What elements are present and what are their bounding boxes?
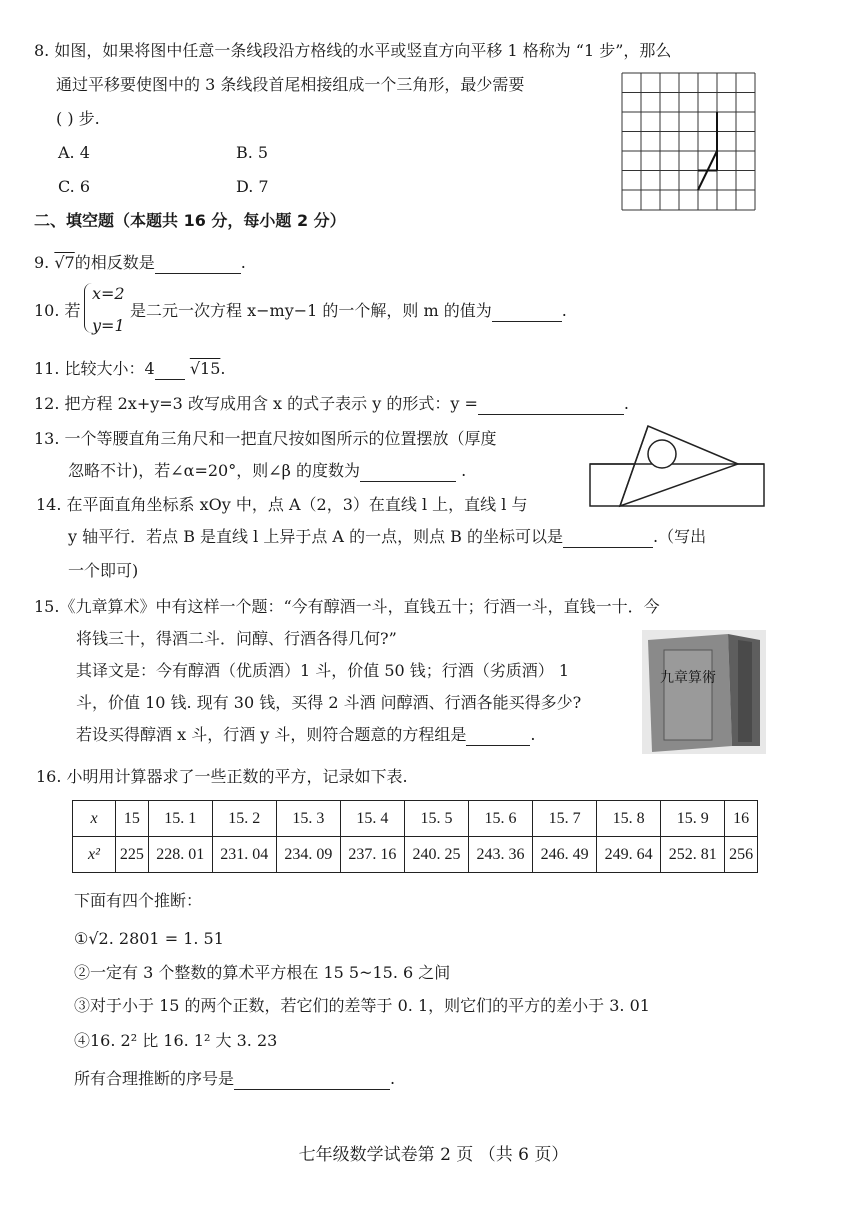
q16-statement-2: ②一定有 3 个整数的算术平方根在 15 5~15. 6 之间 bbox=[74, 963, 451, 982]
q9-text: 的相反数是 bbox=[74, 253, 155, 272]
table-cell: 15. 8 bbox=[597, 801, 661, 837]
q13-line2 bbox=[68, 460, 466, 482]
q10-body: 是二元一次方程 x−my−1 的一个解，则 m 的值为 bbox=[130, 301, 492, 320]
table-cell: 15. 3 bbox=[276, 801, 340, 837]
book-cover-text: 九章算術 bbox=[660, 670, 716, 686]
table-cell: 15 bbox=[116, 801, 149, 837]
table-cell: x² bbox=[73, 837, 116, 873]
q9 bbox=[34, 252, 246, 274]
q10-eq1: x=2 bbox=[92, 284, 125, 303]
q14-line2 bbox=[68, 526, 706, 548]
q15-line5 bbox=[76, 724, 536, 746]
q12 bbox=[34, 393, 629, 415]
q8-option-a: A. 4 bbox=[58, 143, 90, 162]
q15-line1: 15.《九章算术》中有这样一个题：“今有醇酒一斗，直钱五十；行酒一斗，直钱一十．今 bbox=[34, 597, 660, 616]
table-cell: 237. 16 bbox=[340, 837, 404, 873]
table-cell: 15. 7 bbox=[533, 801, 597, 837]
q16-end: . bbox=[390, 1069, 396, 1088]
table-cell: 15. 9 bbox=[661, 801, 725, 837]
q16-intro: 16. 小明用计算器求了一些正数的平方，记录如下表. bbox=[36, 767, 408, 786]
table-cell: 243. 36 bbox=[469, 837, 533, 873]
table-cell: 249. 64 bbox=[597, 837, 661, 873]
q10-end: . bbox=[561, 301, 567, 320]
q16-statement-3: ③对于小于 15 的两个正数，若它们的差等于 0. 1，则它们的平方的差小于 3. 01 bbox=[74, 996, 650, 1015]
q15-line2: 将钱三十，得酒二斗．问醇、行酒各得几何?” bbox=[76, 629, 397, 648]
table-cell: 252. 81 bbox=[661, 837, 725, 873]
table-cell: 246. 49 bbox=[533, 837, 597, 873]
q14-line1: 14. 在平面直角坐标系 xOy 中，点 A（2，3）在直线 l 上，直线 l 与 bbox=[36, 495, 528, 514]
q11 bbox=[34, 358, 225, 380]
q10-blank[interactable] bbox=[492, 303, 562, 322]
squares-table bbox=[72, 800, 758, 873]
q16-blank[interactable] bbox=[234, 1071, 390, 1090]
table-cell: 231. 04 bbox=[212, 837, 276, 873]
q9-end: . bbox=[240, 253, 246, 272]
book-photo bbox=[642, 630, 766, 754]
q16-lead: 下面有四个推断： bbox=[74, 891, 203, 910]
q16-final-text: 所有合理推断的序号是 bbox=[74, 1069, 235, 1088]
table-cell: 16 bbox=[725, 801, 758, 837]
q16-statement-1: ①√2. 2801 = 1. 51 bbox=[74, 929, 224, 948]
q14-line3: 一个即可) bbox=[68, 561, 139, 580]
q11-text: 11. 比较大小：4 bbox=[34, 359, 155, 378]
table-cell: 234. 09 bbox=[276, 837, 340, 873]
q12-blank[interactable] bbox=[478, 396, 624, 415]
table-cell: 228. 01 bbox=[148, 837, 212, 873]
table-row bbox=[73, 837, 758, 873]
q8-option-d: D. 7 bbox=[236, 177, 269, 196]
q9-blank[interactable] bbox=[155, 255, 241, 274]
q8-option-b: B. 5 bbox=[236, 143, 269, 162]
q15-line4: 斗，价值 10 钱. 现有 30 钱，买得 2 斗酒 问醇酒、行酒各能买得多少? bbox=[76, 693, 582, 712]
q10-number: 10. 若 bbox=[34, 301, 81, 320]
q8-line3: ( ) 步. bbox=[56, 109, 100, 128]
table-cell: x bbox=[73, 801, 116, 837]
q15-blank[interactable] bbox=[466, 727, 530, 746]
table-cell: 225 bbox=[116, 837, 149, 873]
q15-end: . bbox=[530, 725, 536, 744]
q12-end: . bbox=[623, 394, 629, 413]
q15-text: 若设买得醇酒 x 斗，行酒 y 斗，则符合题意的方程组是 bbox=[76, 725, 467, 744]
grid-figure bbox=[621, 72, 757, 212]
q13-blank[interactable] bbox=[360, 463, 456, 482]
q9-radical: √7 bbox=[54, 253, 75, 272]
q11-blank[interactable] bbox=[155, 361, 185, 380]
q12-text: 12. 把方程 2x+y=3 改写成用含 x 的式子表示 y 的形式：y = bbox=[34, 394, 478, 413]
q13-text: 忽略不计)，若∠α=20°，则∠β 的度数为 bbox=[68, 461, 360, 480]
q15-line3: 其译文是：今有醇酒（优质酒）1 斗，价值 50 钱；行酒（劣质酒） 1 bbox=[76, 661, 570, 680]
q16-final bbox=[74, 1068, 395, 1090]
q9-number: 9. bbox=[34, 253, 55, 272]
q16-statement-4: ④16. 2² 比 16. 1² 大 3. 23 bbox=[74, 1031, 278, 1050]
table-cell: 15. 1 bbox=[148, 801, 212, 837]
section-title: 二、填空题（本题共 16 分，每小题 2 分） bbox=[34, 211, 346, 230]
table-cell: 256 bbox=[725, 837, 758, 873]
q14-text: y 轴平行．若点 B 是直线 l 上异于点 A 的一点，则点 B 的坐标可以是 bbox=[68, 527, 564, 546]
q13-line1: 13. 一个等腰直角三角尺和一把直尺按如图所示的位置摆放（厚度 bbox=[34, 429, 497, 448]
page-footer: 七年级数学试卷第 2 页 （共 6 页） bbox=[298, 1145, 569, 1165]
table-cell: 240. 25 bbox=[404, 837, 468, 873]
q13-end: . bbox=[461, 461, 467, 480]
q14-text-end: .（写出 bbox=[653, 527, 707, 546]
q8-line2: 通过平移要使图中的 3 条线段首尾相接组成一个三角形，最少需要 bbox=[56, 75, 525, 94]
q11-end: . bbox=[220, 359, 226, 378]
q10-eq2: y=1 bbox=[92, 316, 125, 335]
ruler-triangle-figure bbox=[588, 420, 768, 512]
table-cell: 15. 2 bbox=[212, 801, 276, 837]
table-cell: 15. 4 bbox=[340, 801, 404, 837]
table-cell: 15. 5 bbox=[404, 801, 468, 837]
q14-blank[interactable] bbox=[563, 529, 653, 548]
q8-option-c: C. 6 bbox=[58, 177, 91, 196]
q11-radical: √15 bbox=[189, 359, 221, 378]
table-row bbox=[73, 801, 758, 837]
table-cell: 15. 6 bbox=[469, 801, 533, 837]
q10-text bbox=[130, 300, 567, 322]
q8-line1: 8. 如图，如果将图中任意一条线段沿方格线的水平或竖直方向平移 1 格称为 “1 步”，那么 bbox=[34, 41, 672, 60]
